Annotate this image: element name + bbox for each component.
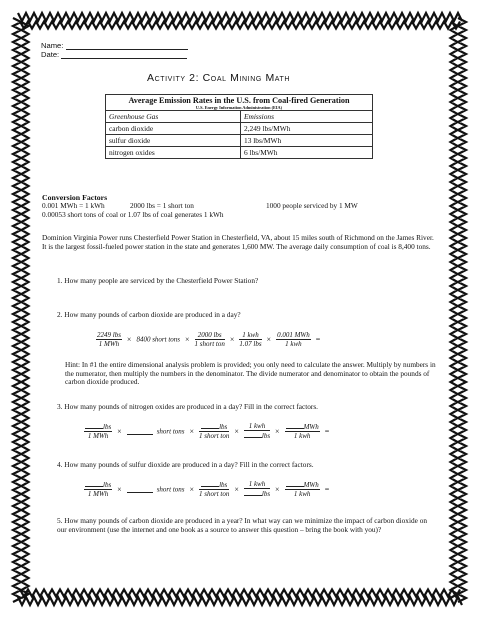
eq2-f3-num: 1 kwh (239, 331, 261, 340)
eq2-f1-num: 2249 lbs (97, 330, 121, 339)
answer-blank[interactable] (85, 422, 103, 429)
eq3-f4-den: 1 kwh (293, 432, 311, 441)
eq4-middle: short tons (156, 485, 185, 494)
equals-sign: = (324, 484, 330, 494)
eq3-fraction (244, 422, 270, 440)
table-header: Emissions (241, 111, 373, 123)
eq3-fraction (285, 422, 320, 440)
eq2-f4-den: 1 kwh (285, 339, 302, 348)
eq2-f2-num: 2000 lbs (195, 331, 225, 340)
equation-q4 (84, 480, 330, 498)
name-field[interactable] (41, 41, 188, 50)
worksheet-page (34, 32, 445, 588)
answer-blank[interactable] (85, 480, 103, 487)
zigzag-band (18, 13, 462, 21)
date-line[interactable] (61, 50, 187, 59)
eq4-f3-den: lbs (261, 490, 271, 499)
conversion-line-1a: 0.001 MWh = 1 kWh (42, 201, 105, 210)
answer-blank[interactable] (201, 422, 219, 429)
eq2-f2-den: 1 short ton (194, 339, 225, 348)
emissions-table (105, 94, 373, 159)
times-sign: × (117, 484, 122, 494)
eq2-f1-den: 1 MWh (98, 339, 120, 348)
eq3-f3-num: 1 kwh (244, 422, 270, 431)
eq3-f4-num: MWh (303, 423, 319, 432)
eq4-f2-den: 1 short ton (199, 490, 230, 499)
eq2-fraction (195, 331, 225, 348)
eq2-f3-den: 1.07 lbs (239, 339, 262, 348)
conversion-line-2: 0.00053 short tons of coal or 1.07 lbs of coal generates 1 kWh (42, 210, 224, 219)
table-header-row (106, 111, 373, 123)
answer-blank[interactable] (127, 428, 153, 435)
eq2-fraction (96, 331, 122, 348)
eq4-fraction (244, 480, 270, 498)
table-row (106, 147, 373, 159)
times-sign: × (234, 426, 239, 436)
eq4-fraction (84, 480, 112, 498)
zigzag-band (458, 18, 466, 602)
eq3-f1-den: 1 MWh (87, 432, 109, 441)
eq4-f1-den: 1 MWh (87, 490, 109, 499)
intro-paragraph: Dominion Virginia Power runs Chesterfield Power Station in Chesterfield, VA, about 15 miles south of Richmond on the James River. It is the largest fossil-fueled power station in the state and generates 1,600 MW. The average daily consumption of coal is 8,400 tons. (42, 233, 434, 251)
table-cell: 6 lbs/MWh (241, 147, 373, 159)
question-2: 2. How many pounds of carbon dioxide are produced in a day? (57, 310, 241, 319)
table-row (106, 123, 373, 135)
question-1: 1. How many people are serviced by the Chesterfield Power Station? (57, 276, 259, 285)
table-caption: Average Emission Rates in the U.S. from Coal-fired Generation (128, 96, 350, 105)
eq4-f1-num: lbs (103, 481, 112, 490)
eq3-fraction (199, 422, 229, 440)
eq2-fraction (239, 331, 261, 348)
answer-blank[interactable] (201, 480, 219, 487)
eq3-f3-den: lbs (261, 432, 271, 441)
answer-blank[interactable] (127, 486, 153, 493)
times-sign: × (189, 484, 195, 494)
answer-blank[interactable] (286, 480, 304, 487)
times-sign: × (126, 334, 132, 344)
equals-sign: = (315, 334, 321, 344)
date-label: Date: (41, 50, 60, 59)
name-label: Name: (41, 41, 64, 50)
conversion-heading: Conversion Factors (42, 193, 108, 202)
eq2-middle: 8400 short tons (136, 335, 180, 344)
table-cell: nitrogen oxides (106, 147, 241, 159)
times-sign: × (189, 426, 195, 436)
times-sign: × (185, 334, 190, 344)
eq4-f2-num: lbs (219, 481, 228, 490)
eq2-f4-num: 0.001 MWh (277, 330, 310, 339)
equation-q2 (96, 330, 321, 348)
answer-blank[interactable] (286, 422, 304, 429)
times-sign: × (234, 484, 239, 494)
eq2-fraction (276, 331, 311, 348)
equals-sign: = (324, 426, 330, 436)
eq3-middle: short tons (156, 427, 185, 436)
table-cell: carbon dioxide (106, 123, 241, 135)
table-cell: 13 lbs/MWh (241, 135, 373, 147)
times-sign: × (229, 334, 235, 344)
answer-blank[interactable] (244, 431, 262, 438)
eq3-f2-num: lbs (219, 423, 228, 432)
eq3-f2-den: 1 short ton (199, 432, 230, 441)
times-sign: × (275, 484, 280, 494)
activity-title: Activity 2: Coal Mining Math (147, 72, 291, 84)
eq3-fraction (84, 422, 112, 440)
question-3: 3. How many pounds of nitrogen oxides are produced in a day? Fill in the correct factors. (57, 402, 318, 411)
date-field[interactable] (41, 50, 187, 59)
table-caption-cell (106, 95, 373, 111)
zigzag-band (451, 22, 458, 598)
eq4-f4-num: MWh (303, 481, 319, 490)
table-cell: sulfur dioxide (106, 135, 241, 147)
question-5: 5. How many pounds of carbon dioxide are produced in a year? In what way can we minimize the impact of carbon dioxide on our environment (use the internet and one book as a source to answer this question – bring the book with you)? (57, 516, 427, 534)
times-sign: × (266, 334, 272, 344)
hint-paragraph: Hint: In #1 the entire dimensional analysis problem is provided; you only need to calculate the answer. Multiply by numbers in the numerator, then multiply the numbers in the denominator. The divide numerator and denominator to obtain the pounds of carbon dioxide produced. (65, 360, 436, 387)
question-4: 4. How many pounds of sulfur dioxide are produced in a day? Fill in the correct factors. (57, 460, 314, 469)
conversion-line-1b: 2000 lbs = 1 short ton (130, 201, 194, 210)
zigzag-band (22, 22, 29, 598)
times-sign: × (275, 426, 280, 436)
table-header: Greenhouse Gas (106, 111, 241, 123)
eq4-f4-den: 1 kwh (293, 490, 311, 499)
eq4-fraction (199, 480, 229, 498)
eq4-fraction (285, 480, 320, 498)
table-source: U.S. Energy Information Administration (EIA) (195, 105, 283, 110)
name-line[interactable] (66, 41, 188, 50)
equation-q3 (84, 422, 330, 440)
table-row (106, 135, 373, 147)
times-sign: × (117, 426, 122, 436)
table-cell: 2,249 lbs/MWh (241, 123, 373, 135)
eq4-f3-num: 1 kwh (244, 480, 270, 489)
answer-blank[interactable] (244, 489, 262, 496)
eq3-f1-num: lbs (103, 423, 112, 432)
conversion-line-1c: 1000 people serviced by 1 MW (266, 201, 358, 210)
